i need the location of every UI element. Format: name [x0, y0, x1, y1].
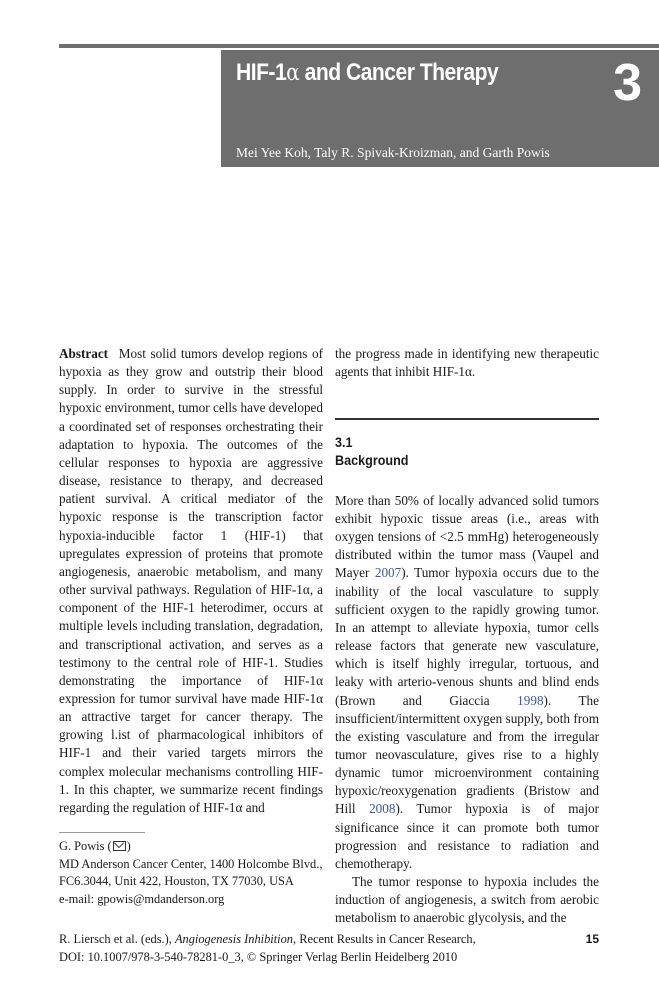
section-rule: [335, 418, 599, 420]
title-suffix: and Cancer Therapy: [299, 59, 499, 86]
chapter-title: [236, 59, 498, 87]
footnote-rule: [59, 832, 145, 833]
left-column: [59, 345, 323, 817]
abstract-heading: Abstract: [59, 346, 109, 361]
body-paragraph-2: The tumor response to hypoxia includes the induction of angiogenesis, a switch from aerobic metabolism to anaerobic glycolysis, and the: [335, 874, 599, 926]
footnote-email[interactable]: e-mail: gpowis@mdanderson.org: [59, 891, 225, 906]
footer-book-title: Angiogenesis Inhibition,: [174, 932, 297, 946]
footnote-name-close: ): [126, 839, 131, 853]
section-number: 3.1: [335, 433, 353, 450]
footer-citation: [59, 930, 599, 948]
footnote-address-2: FC6.3044, Unit 422, Houston, TX 77030, USA: [59, 874, 294, 888]
citation-link[interactable]: 2008: [369, 801, 396, 817]
chapter-authors: Mei Yee Koh, Taly R. Spivak-Kroizman, and Garth Powis: [236, 145, 550, 160]
section-title: Background: [335, 451, 409, 468]
body-text: ). Tumor hypoxia is of major significance since it can promote both tumor progression and resistance to radiation and chemotherapy.: [335, 801, 600, 871]
body-text: ). The insufficient/intermittent oxygen supply, both from the existing vasculature and from the irregular tumor neovasculature, gives rise to a highly dynamic tumor microenvironment containing hypoxic/reoxygenation gradients (Bristow and Hill: [335, 692, 599, 817]
body-text: More than 50% of locally advanced solid tumors exhibit hypoxic tissue areas (i.e., areas with oxygen tensions of <2.5 mmHg) heterogeneously distributed within the tumor mass (Vaupel and Mayer: [335, 492, 599, 581]
right-column: [335, 345, 599, 928]
page-number: 15: [585, 932, 599, 946]
abstract-paragraph: [59, 345, 323, 817]
page-footer: [59, 930, 599, 966]
citation-link[interactable]: 2007: [374, 565, 402, 581]
footnote-name-text: G. Powis (: [59, 839, 112, 853]
footnote-address-1: MD Anderson Cancer Center, 1400 Holcombe Blvd.,: [59, 856, 323, 871]
envelope-icon: [113, 841, 126, 851]
footer-text: Recent Results in Cancer Research,: [296, 932, 476, 946]
chapter-title-box: [221, 50, 659, 167]
body-text: ). Tumor hypoxia occurs due to the inability of the local vasculature to supply sufficient oxygen to the rapidly growing tumor. In an attempt to alleviate hypoxia, tumor cells release factors that generate new vasculature, which is itself highly irregular, tortuous, and leaky with arterio-venous shunts and blind ends (Brown and Giaccia: [335, 565, 599, 708]
citation-link[interactable]: 1998: [517, 692, 544, 708]
footer-text: R. Liersch et al. (eds.),: [59, 932, 175, 946]
abstract-continuation: the progress made in identifying new therapeutic agents that inhibit HIF-1α.: [335, 346, 599, 380]
chapter-number: 3: [613, 54, 642, 112]
author-footnote: [59, 838, 329, 908]
footer-doi: DOI: 10.1007/978-3-540-78281-0_3, © Springer Verlag Berlin Heidelberg 2010: [59, 950, 458, 964]
title-alpha: α: [286, 60, 300, 86]
title-prefix: HIF-1: [236, 59, 287, 86]
footnote-name: [59, 838, 329, 856]
body-paragraph-1: [335, 492, 599, 873]
abstract-text: Most solid tumors develop regions of hypoxia as they grow and outstrip their blood supply. In order to survive in the stressful hypoxic environment, tumor cells have developed a coordinated set of responses orchestrating their adaptation to hypoxia. The outcomes of the cellular responses to hypoxia are aggressive disease, resistance to therapy, and decreased patient survival. A critical mediator of the hypoxic response is the transcription factor hypoxia-inducible factor 1 (HIF-1) that upregulates expression of proteins that promote angiogenesis, anaerobic metabolism, and many other survival pathways. Regulation of HIF-1α, a component of the HIF-1 heterodimer, occurs at multiple levels including translation, degradation, and transcriptional activation, and serves as a testimony to the central role of HIF-1. Studies demonstrating the importance of HIF-1α expression for tumor survival have made HIF-1α an attractive target for cancer therapy. The growing l.ist of pharmacological inhibitors of HIF-1 and their varied targets mirrors the complex molecular mechanisms controlling HIF-1. In this chapter, we summarize recent findings regarding the regulation of HIF-1α and: [59, 346, 324, 815]
header-top-rule: [59, 44, 659, 48]
